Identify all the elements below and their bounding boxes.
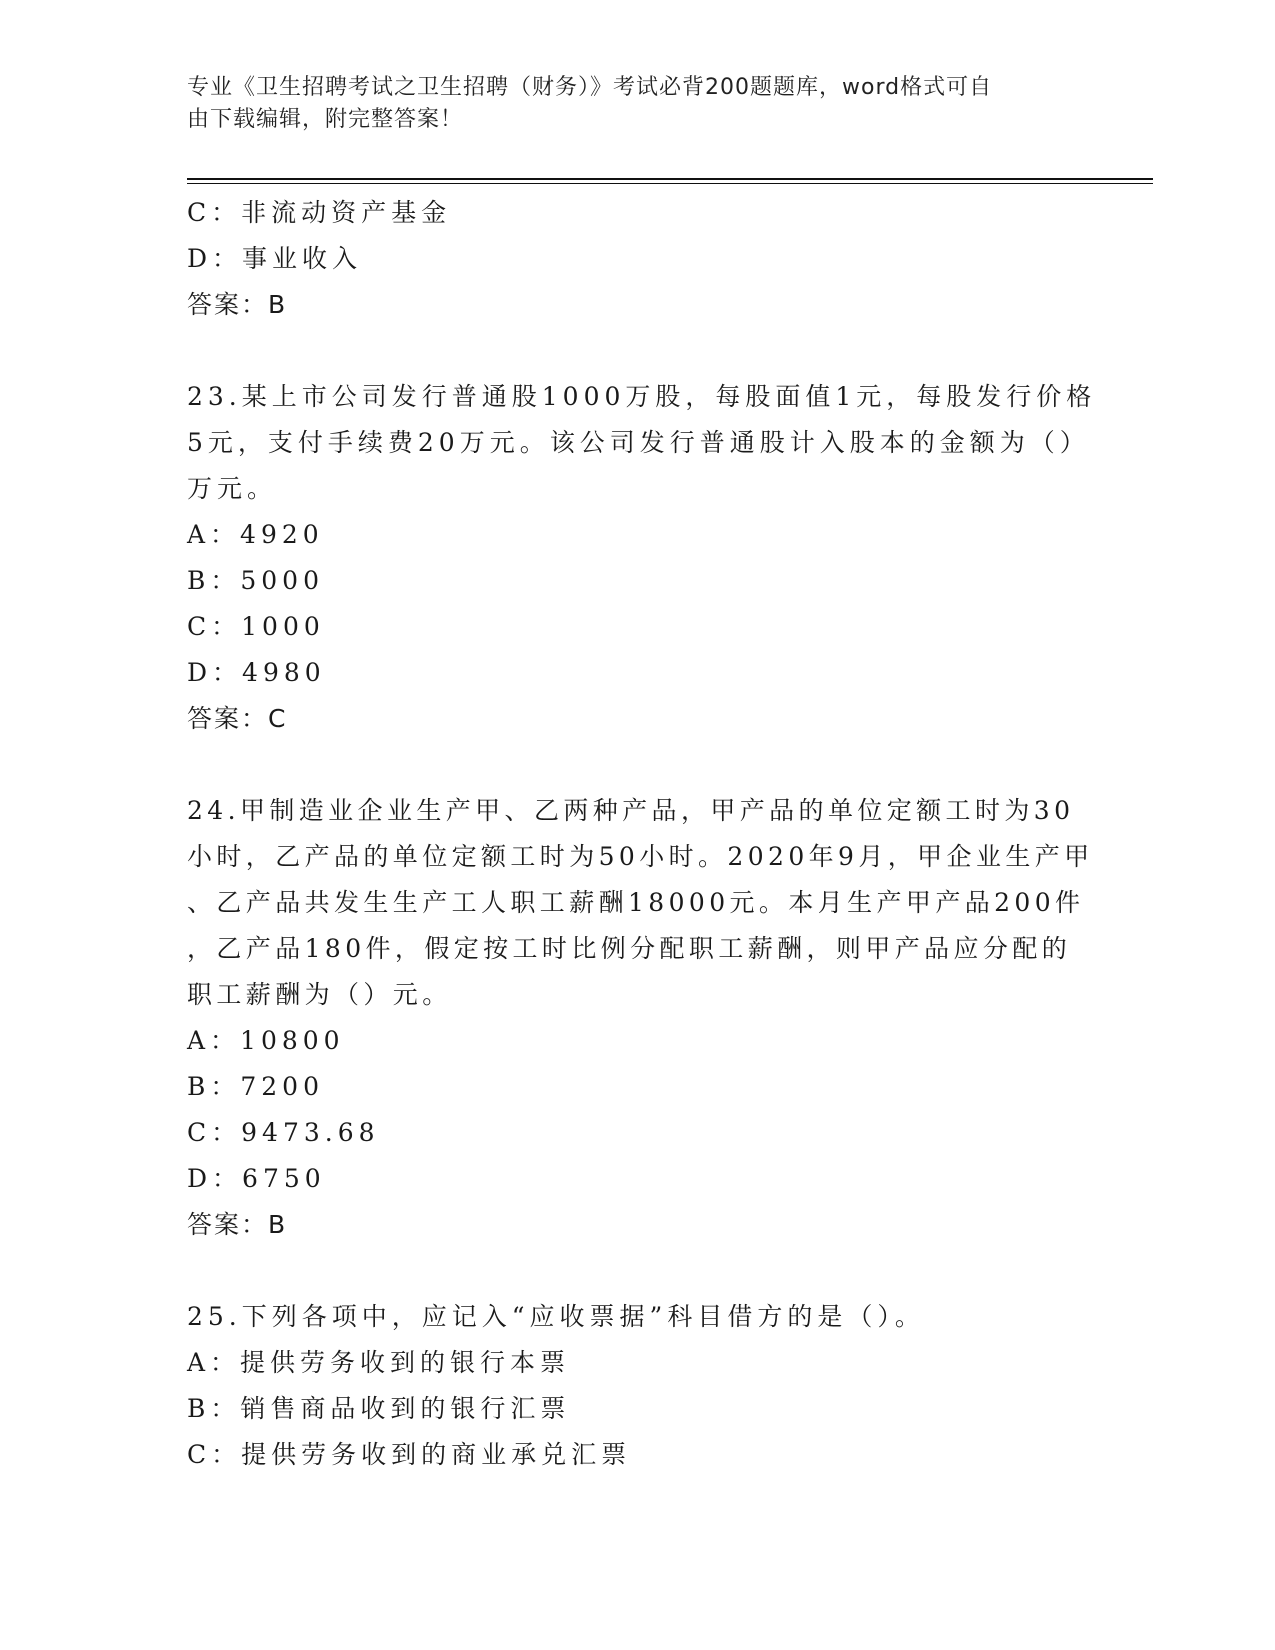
question-content	[187, 190, 1097, 1478]
option-b: B：销售商品收到的银行汇票	[187, 1394, 571, 1423]
question-25	[187, 1294, 1087, 1478]
option-d: D：6750	[187, 1164, 326, 1193]
header-divider-thin	[187, 183, 1153, 184]
question-22-continued	[187, 190, 1087, 328]
option-c: C：非流动资产基金	[187, 198, 452, 227]
option-a: A：4920	[187, 520, 324, 549]
document-header	[187, 72, 1067, 136]
question-24	[187, 788, 1094, 1248]
option-a: A：提供劳务收到的银行本票	[187, 1348, 571, 1377]
question-text-line: 小时，乙产品的单位定额工时为50小时。2020年9月，甲企业生产甲	[187, 842, 1094, 871]
header-divider-thick	[187, 178, 1153, 180]
header-line-2: 由下载编辑，附完整答案！	[187, 107, 464, 132]
option-d: D：事业收入	[187, 244, 363, 273]
header-line-1: 专业《卫生招聘考试之卫生招聘（财务）》考试必背200题题库，word格式可自	[187, 75, 993, 100]
spacer	[187, 328, 1087, 374]
option-a: A：10800	[187, 1026, 345, 1055]
question-text-line: ，乙产品180件，假定按工时比例分配职工薪酬，则甲产品应分配的	[187, 934, 1072, 963]
answer-label: 答案：C	[187, 704, 288, 733]
option-b: B：5000	[187, 566, 324, 595]
question-text-line: 职工薪酬为（）元。	[187, 980, 452, 1009]
option-c: C：9473.68	[187, 1118, 380, 1147]
option-c: C：提供劳务收到的商业承兑汇票	[187, 1440, 632, 1469]
spacer	[187, 1248, 1087, 1294]
question-text-line: 、乙产品共发生生产工人职工薪酬18000元。本月生产甲产品200件	[187, 888, 1085, 917]
option-d: D：4980	[187, 658, 326, 687]
option-b: B：7200	[187, 1072, 324, 1101]
question-text-line: 5元，支付手续费20万元。该公司发行普通股计入股本的金额为（）	[187, 428, 1090, 457]
answer-label: 答案：B	[187, 1210, 288, 1239]
answer-label: 答案：B	[187, 290, 288, 319]
question-text-line: 24.甲制造业企业生产甲、乙两种产品，甲产品的单位定额工时为30	[187, 796, 1075, 825]
question-23	[187, 374, 1097, 742]
question-text-line: 23.某上市公司发行普通股1000万股，每股面值1元，每股发行价格	[187, 382, 1097, 411]
question-text-line: 25.下列各项中，应记入“应收票据”科目借方的是（）。	[187, 1302, 925, 1331]
question-text-line: 万元。	[187, 474, 278, 503]
option-c: C：1000	[187, 612, 325, 641]
spacer	[187, 742, 1087, 788]
